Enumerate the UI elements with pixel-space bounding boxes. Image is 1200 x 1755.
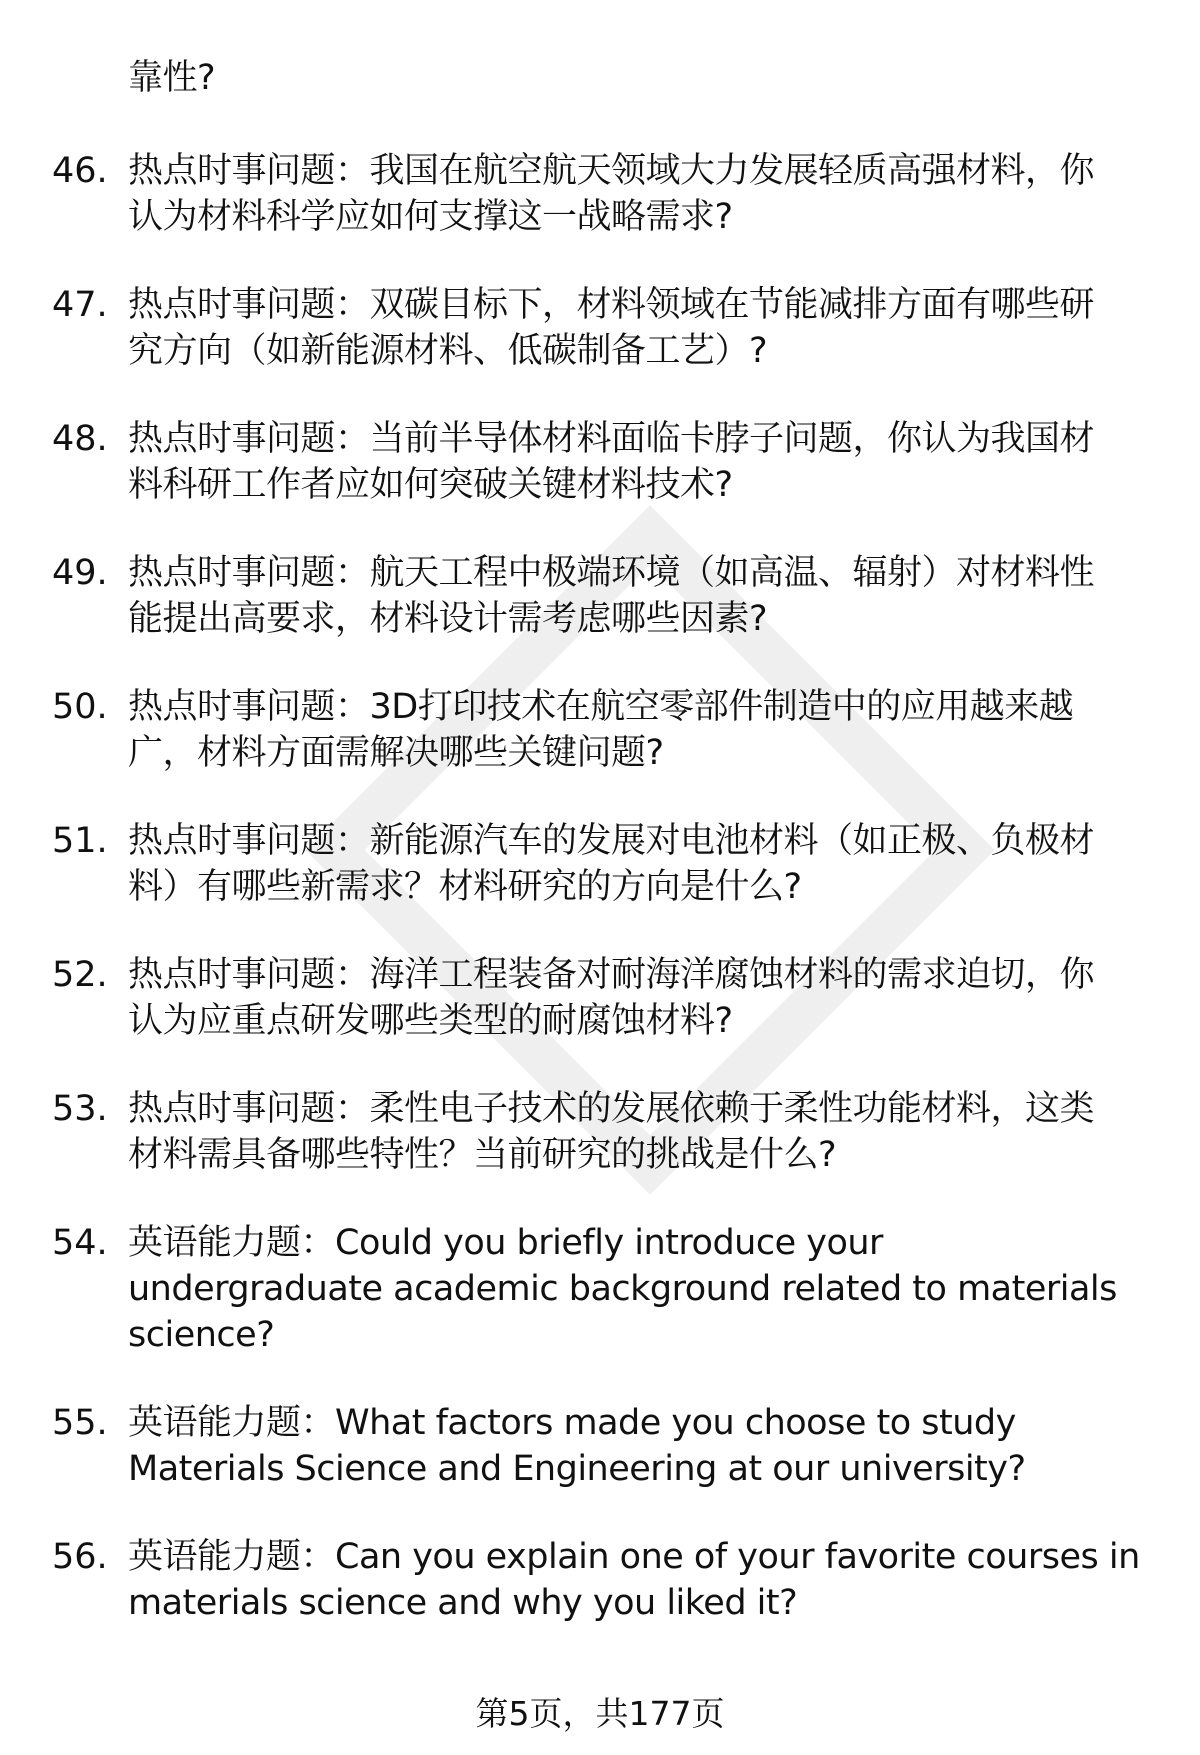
- question-number: 47.: [52, 285, 108, 325]
- question-text-line: 材料需具备哪些特性？当前研究的挑战是什么?: [128, 1135, 837, 1175]
- question-text-line: 热点时事问题：新能源汽车的发展对电池材料（如正极、负极材: [128, 821, 1095, 861]
- question-number: 54.: [52, 1223, 108, 1263]
- page-footer: 第5页，共177页: [475, 1694, 725, 1733]
- question-number: 56.: [52, 1537, 108, 1577]
- question-text-line: undergraduate academic background related to materials: [128, 1269, 1117, 1309]
- question-number: 52.: [52, 955, 108, 995]
- question-number: 53.: [52, 1089, 108, 1129]
- question-text-line: 英语能力题：Could you briefly introduce your: [128, 1223, 883, 1263]
- question-text-line: 热点时事问题：海洋工程装备对耐海洋腐蚀材料的需求迫切，你: [128, 955, 1095, 995]
- question-text-line: 热点时事问题：柔性电子技术的发展依赖于柔性功能材料，这类: [128, 1089, 1095, 1129]
- question-text-line: 究方向（如新能源材料、低碳制备工艺）?: [128, 331, 768, 371]
- question-text-line: 广，材料方面需解决哪些关键问题?: [128, 733, 664, 773]
- question-text-line: science?: [128, 1315, 275, 1355]
- question-text-line: Materials Science and Engineering at our university?: [128, 1449, 1026, 1489]
- question-text-line: materials science and why you liked it?: [128, 1583, 798, 1623]
- question-text-line: 热点时事问题：3D打印技术在航空零部件制造中的应用越来越: [128, 687, 1074, 727]
- question-text-line: 热点时事问题：当前半导体材料面临卡脖子问题，你认为我国材: [128, 419, 1095, 459]
- question-text-line: 料）有哪些新需求？材料研究的方向是什么?: [128, 867, 802, 907]
- question-text-line: 认为应重点研发哪些类型的耐腐蚀材料?: [128, 1001, 733, 1041]
- question-text-line: 英语能力题：Can you explain one of your favorite courses in: [128, 1537, 1140, 1577]
- question-text-line: 英语能力题：What factors made you choose to study: [128, 1403, 1016, 1443]
- continuation-line: 靠性?: [128, 58, 216, 98]
- question-text-line: 能提出高要求，材料设计需考虑哪些因素?: [128, 599, 768, 639]
- question-text-line: 热点时事问题：航天工程中极端环境（如高温、辐射）对材料性: [128, 553, 1095, 593]
- question-number: 50.: [52, 687, 108, 727]
- question-number: 55.: [52, 1403, 108, 1443]
- question-number: 46.: [52, 151, 108, 191]
- question-text-line: 认为材料科学应如何支撑这一战略需求?: [128, 197, 733, 237]
- question-text-line: 料科研工作者应如何突破关键材料技术?: [128, 465, 733, 505]
- question-text-line: 热点时事问题：我国在航空航天领域大力发展轻质高强材料，你: [128, 151, 1095, 191]
- question-text-line: 热点时事问题：双碳目标下，材料领域在节能减排方面有哪些研: [128, 285, 1095, 325]
- question-number: 51.: [52, 821, 108, 861]
- question-number: 48.: [52, 419, 108, 459]
- question-number: 49.: [52, 553, 108, 593]
